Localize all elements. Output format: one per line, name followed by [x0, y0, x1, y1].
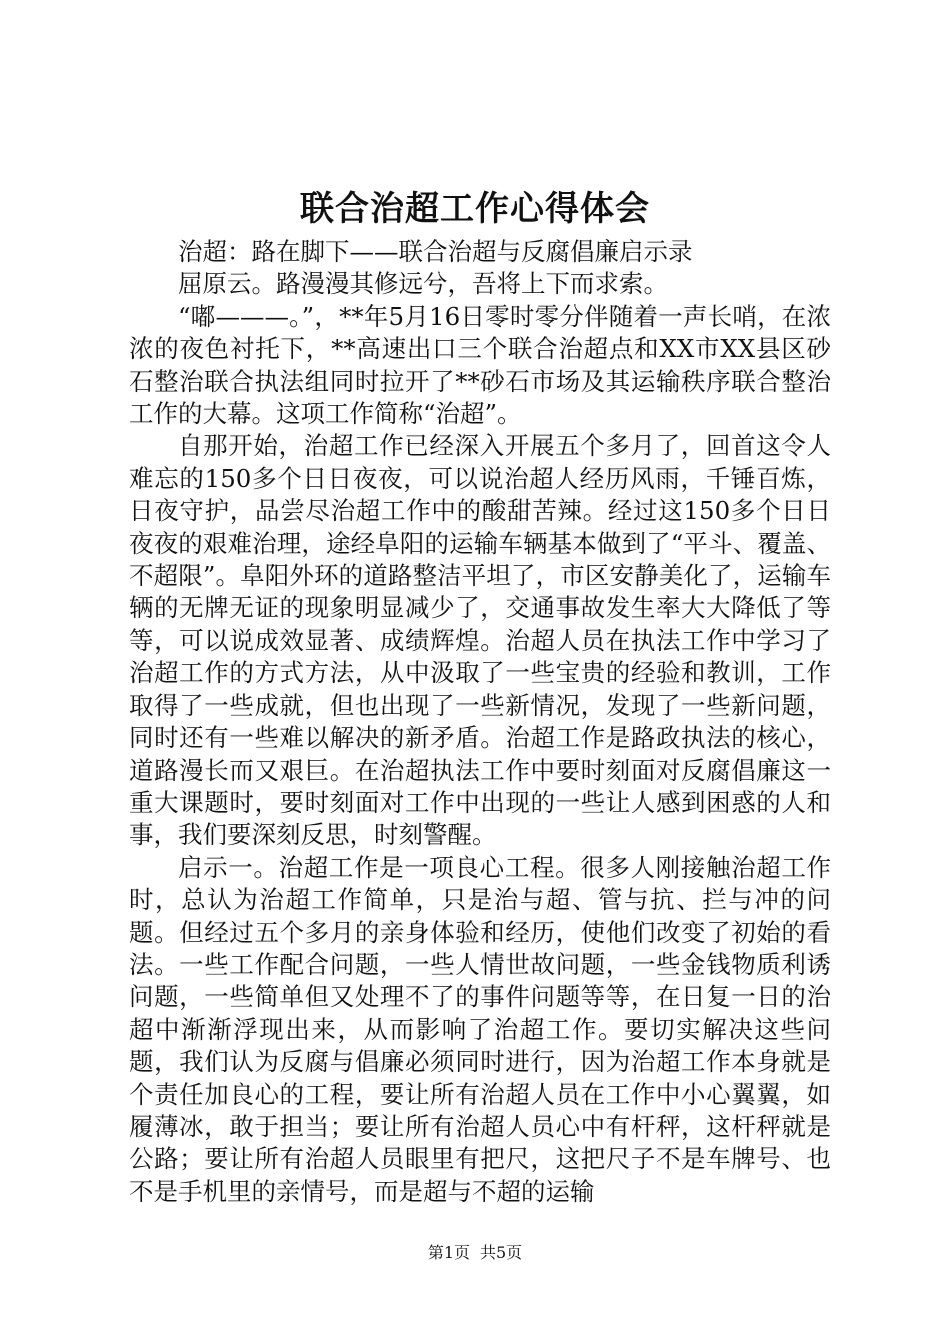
- body-paragraph: 启示一。治超工作是一项良心工程。很多人刚接触治超工作时，总认为治超工作简单，只是治与超、管与抗、拦与冲的问题。但经过五个多月的亲身体验和经历，使他们改变了初始的看法。一些工作配合问题，一些人情世故问题，一些金钱物质利诱问题，一些简单但又处理不了的事件问题等等，在日复一日的治超中渐渐浮现出来，从而影响了治超工作。要切实解决这些问题，我们认为反腐与倡廉必须同时进行，因为治超工作本身就是个责任加良心的工程，要让所有治超人员在工作中小心翼翼，如履薄冰，敢于担当；要让所有治超人员心中有杆秤，这杆秤就是公路；要让所有治超人员眼里有把尺，这把尺子不是车牌号、也不是手机里的亲情号，而是超与不超的运输: [129, 852, 831, 1206]
- body-paragraph: 自那开始，治超工作已经深入开展五个多月了，回首这令人难忘的150多个日日夜夜，可以说治超人经历风雨，千锤百炼，日夜守护，品尝尽治超工作中的酸甜苦辣。经过这150多个日日夜夜的艰难治理，途经阜阳的运输车辆基本做到了“平斗、覆盖、不超限”。阜阳外环的道路整洁平坦了，市区安静美化了，运输车辆的无牌无证的现象明显减少了，交通事故发生率大大降低了等等，可以说成效显著、成绩辉煌。治超人员在执法工作中学习了治超工作的方式方法，从中汲取了一些宝贵的经验和教训，工作取得了一些成就，但也出现了一些新情况，发现了一些新问题，同时还有一些难以解决的新矛盾。治超工作是路政执法的核心，道路漫长而又艰巨。在治超执法工作中要时刻面对反腐倡廉这一重大课题时，要时刻面对工作中出现的一些让人感到困惑的人和事，我们要深刻反思，时刻警醒。: [129, 431, 831, 850]
- page-total: 共5页: [480, 1243, 523, 1262]
- page-footer: [0, 1241, 950, 1265]
- document-title: 联合治超工作心得体会: [300, 189, 650, 229]
- body-paragraph: 治超：路在脚下——联合治超与反腐倡廉启示录: [178, 237, 693, 266]
- body-paragraph: “嘟———。”，**年5月16日零时零分伴随着一声长哨，在浓浓的夜色衬托下，**高速出口三个联合治超点和XX市XX县区砂石整治联合执法组同时拉开了**砂石市场及其运输秩序联合整治工作的大幕。这项工作简称“治超”。: [129, 301, 831, 429]
- document-body: [129, 236, 831, 1208]
- body-paragraph: 屈原云。路漫漫其修远兮，吾将上下而求索。: [178, 269, 668, 299]
- page-number: 第1页: [427, 1243, 470, 1262]
